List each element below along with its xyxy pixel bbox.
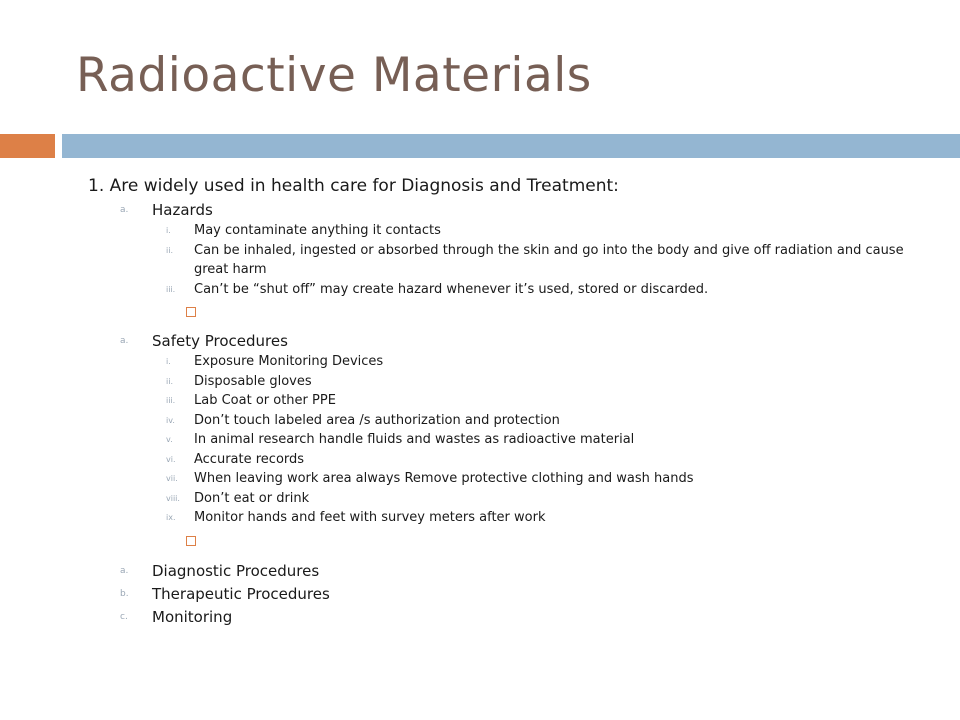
list-item	[88, 372, 928, 392]
other-sections	[88, 560, 928, 629]
section-item	[88, 560, 928, 583]
list-item-text: May contaminate anything it contacts	[194, 223, 441, 238]
section-item	[88, 606, 928, 629]
list-marker: b.	[120, 588, 129, 599]
list-marker: viii.	[166, 493, 180, 503]
list-item	[88, 352, 928, 372]
list-marker: i.	[166, 357, 171, 366]
list-item-text: Can be inhaled, ingested or absorbed through the skin and go into the body and give off radiation and cause great harm	[194, 242, 904, 277]
list-item-text: Disposable gloves	[194, 373, 312, 389]
list-item-text: When leaving work area always Remove protective clothing and wash hands	[194, 471, 694, 486]
list-marker: ix.	[166, 513, 176, 522]
list-item-text: In animal research handle fluids and wastes as radioactive material	[194, 432, 635, 447]
list-marker: vii.	[166, 474, 178, 483]
list-item	[88, 430, 928, 450]
list-marker: ii.	[166, 245, 173, 255]
list-marker: vi.	[166, 454, 176, 464]
list-item	[88, 241, 928, 280]
list-marker: a.	[120, 205, 129, 215]
accent-bar-orange	[0, 134, 55, 158]
section-label: Safety Procedures	[152, 332, 288, 350]
list-marker: a.	[120, 565, 129, 576]
empty-bullet-box	[186, 536, 196, 546]
list-marker: v.	[166, 435, 173, 444]
list-item-text: Lab Coat or other PPE	[194, 393, 336, 408]
section-label: Therapeutic Procedures	[152, 584, 330, 603]
list-item	[88, 221, 928, 241]
section-item	[88, 583, 928, 606]
empty-bullet-box	[186, 307, 196, 317]
list-marker: ii.	[166, 376, 173, 386]
list-item	[88, 508, 928, 528]
section-safety	[88, 331, 928, 352]
hazard-list	[88, 221, 928, 299]
section-label: Monitoring	[152, 607, 233, 626]
list-item	[88, 469, 928, 489]
list-marker: i.	[166, 226, 171, 235]
list-item-text: Monitor hands and feet with survey meters after work	[194, 510, 546, 525]
safety-list	[88, 352, 928, 528]
section-label: Hazards	[152, 201, 213, 219]
list-item	[88, 280, 928, 300]
list-marker: iv.	[166, 415, 175, 425]
list-item-text: Exposure Monitoring Devices	[194, 354, 384, 369]
main-heading: 1. Are widely used in health care for Diagnosis and Treatment:	[88, 176, 619, 196]
list-item-text: Don’t eat or drink	[194, 490, 310, 506]
list-item	[88, 391, 928, 411]
list-marker: a.	[120, 336, 129, 346]
list-item	[88, 411, 928, 431]
accent-bar-blue	[62, 134, 960, 158]
section-hazards	[88, 200, 928, 221]
list-item	[88, 489, 928, 509]
slide-body	[88, 176, 928, 629]
list-item-text: Can’t be “shut off” may create hazard whenever it’s used, stored or discarded.	[194, 281, 709, 297]
list-marker: iii.	[166, 396, 176, 405]
list-item	[88, 450, 928, 470]
list-item-text: Accurate records	[194, 451, 305, 467]
slide-title: Radioactive Materials	[76, 48, 592, 103]
list-item-text: Don’t touch labeled area /s authorization and protection	[194, 412, 560, 428]
section-label: Diagnostic Procedures	[152, 561, 320, 580]
list-marker: iii.	[166, 284, 176, 294]
list-marker: c.	[120, 611, 128, 622]
